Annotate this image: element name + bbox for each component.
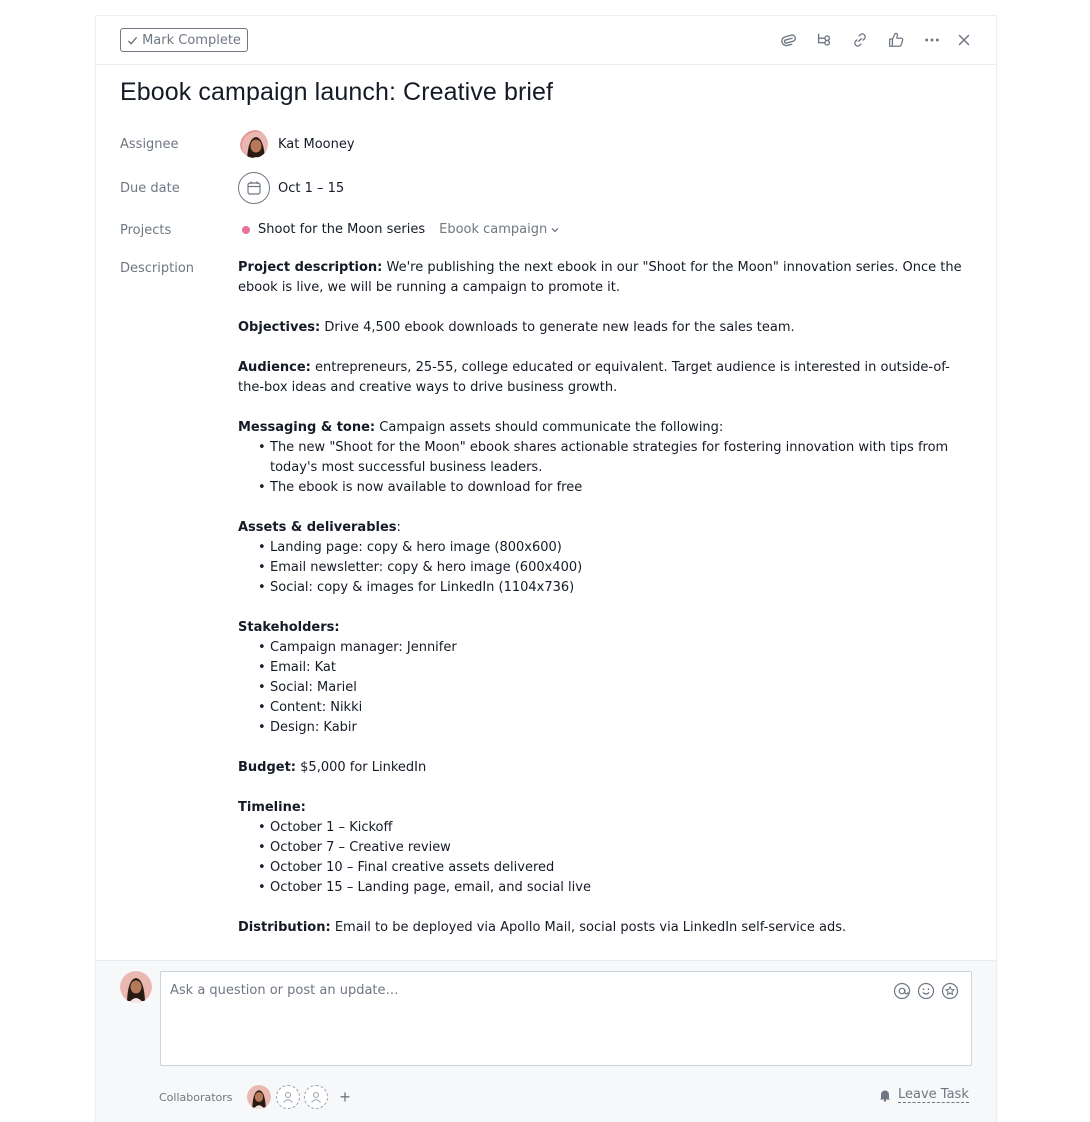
empty-collaborator-icon[interactable] (304, 1085, 328, 1109)
subtask-icon[interactable] (813, 29, 835, 51)
task-detail-pane (96, 16, 996, 1122)
timeline-paragraph: Timeline: (238, 800, 306, 815)
avatar[interactable] (247, 1085, 271, 1109)
messaging-list (238, 438, 973, 498)
leave-task-label: Leave Task (898, 1087, 969, 1102)
task-title[interactable]: Ebook campaign launch: Creative brief (120, 78, 554, 106)
audience-paragraph: Audience: entrepreneurs, 25-55, college educated or equivalent. Target audience is interested in outside-of-the-box ideas and creative ways to drive business growth. (238, 360, 950, 395)
assignee-label: Assignee (120, 137, 179, 152)
list-item: • Content: Nikki (258, 698, 973, 718)
list-item: • The ebook is now available to download for free (258, 478, 973, 498)
due-date-value: Oct 1 – 15 (278, 180, 345, 196)
assignee-name: Kat Mooney (278, 136, 355, 152)
comment-composer-area (96, 960, 996, 1122)
description-editor[interactable] (238, 258, 973, 938)
assets-list (238, 538, 973, 598)
list-item: • October 10 – Final creative assets delivered (258, 858, 973, 878)
sticker-icon[interactable] (940, 981, 960, 1001)
list-item: • Social: copy & images for LinkedIn (1104x736) (258, 578, 973, 598)
list-item: • October 7 – Creative review (258, 838, 973, 858)
calendar-icon (238, 172, 270, 204)
messaging-paragraph: Messaging & tone: Campaign assets should communicate the following: (238, 420, 724, 435)
project-color-dot (242, 226, 250, 234)
description-label: Description (120, 261, 195, 276)
budget-paragraph: Budget: $5,000 for LinkedIn (238, 760, 427, 775)
close-icon[interactable] (953, 29, 975, 51)
empty-collaborator-icon[interactable] (276, 1085, 300, 1109)
assets-paragraph: Assets & deliverables: (238, 520, 401, 535)
stakeholders-paragraph: Stakeholders: (238, 620, 340, 635)
emoji-icon[interactable] (916, 981, 936, 1001)
mark-complete-button[interactable] (120, 28, 248, 52)
projects-label: Projects (120, 223, 172, 238)
list-item: • October 15 – Landing page, email, and social live (258, 878, 973, 898)
paperclip-icon[interactable] (777, 29, 799, 51)
distribution-paragraph: Distribution: Email to be deployed via Apollo Mail, social posts via LinkedIn self-service ads. (238, 920, 847, 935)
due-date-label: Due date (120, 181, 180, 196)
chevron-down-icon (550, 225, 560, 235)
mention-icon[interactable] (892, 981, 912, 1001)
link-icon[interactable] (849, 29, 871, 51)
list-item: • Email: Kat (258, 658, 973, 678)
project-name[interactable]: Shoot for the Moon series (258, 222, 426, 237)
comment-placeholder: Ask a question or post an update… (170, 983, 399, 998)
assignee-field[interactable] (238, 128, 355, 160)
due-date-field[interactable] (238, 172, 344, 204)
list-item: • Campaign manager: Jennifer (258, 638, 973, 658)
bell-icon (878, 1088, 892, 1102)
task-toolbar (96, 16, 996, 65)
project-section-dropdown[interactable] (439, 222, 560, 237)
collaborators-label: Collaborators (159, 1091, 233, 1104)
project-description-paragraph: Project description: We're publishing the next ebook in our "Shoot for the Moon" innovation series. Once the ebook is live, we will be running a campaign to promote it. (238, 260, 962, 295)
timeline-list (238, 818, 973, 898)
mark-complete-label: Mark Complete (142, 32, 241, 48)
thumbs-up-icon[interactable] (885, 29, 907, 51)
comment-input[interactable] (160, 971, 972, 1066)
list-item: • The new "Shoot for the Moon" ebook shares actionable strategies for fostering innovation with tips from today's most successful business leaders. (258, 438, 973, 478)
list-item: • Design: Kabir (258, 718, 973, 738)
more-icon[interactable] (921, 29, 943, 51)
list-item: • Landing page: copy & hero image (800x600) (258, 538, 973, 558)
objectives-paragraph: Objectives: Drive 4,500 ebook downloads to generate new leads for the sales team. (238, 320, 795, 335)
avatar (120, 971, 152, 1003)
projects-field (238, 222, 560, 237)
list-item: • Email newsletter: copy & hero image (600x400) (258, 558, 973, 578)
list-item: • Social: Mariel (258, 678, 973, 698)
list-item: • October 1 – Kickoff (258, 818, 973, 838)
check-icon (127, 35, 138, 46)
project-section-label: Ebook campaign (439, 222, 548, 237)
avatar (238, 128, 270, 160)
leave-task-button[interactable] (878, 1087, 969, 1103)
add-collaborator-icon[interactable]: + (339, 1086, 351, 1107)
stakeholders-list (238, 638, 973, 738)
